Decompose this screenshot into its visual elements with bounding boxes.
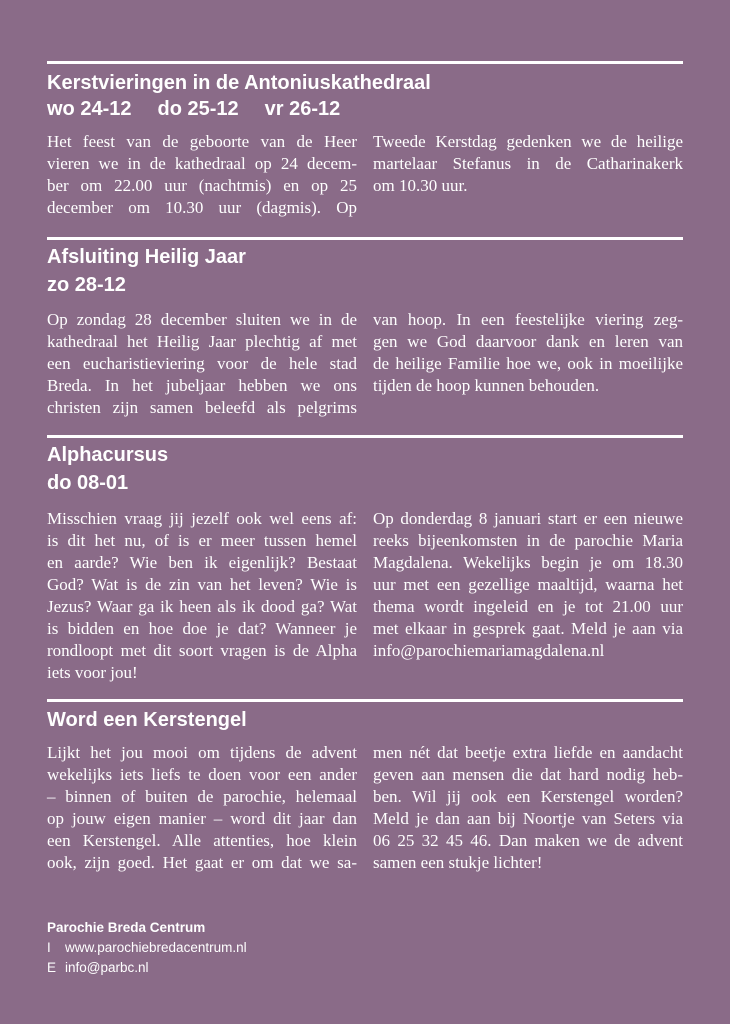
text-line: kathedraal het Heilig Jaar plechtig af met — [47, 332, 357, 351]
text-line: God? Wat is de zin van het leven? Wie is — [47, 575, 357, 594]
website-link[interactable]: www.parochiebredacentrum.nl — [65, 940, 247, 955]
body-left — [47, 309, 357, 419]
text-line: de heilige Familie hoe we, ook in moeilijke — [373, 354, 683, 373]
section-title: Alphacursus — [47, 444, 169, 466]
text-line: christen zijn samen beleefd als pelgrims — [47, 398, 357, 417]
text-line: Magdalena. Wekelijks begin je om 18.30 — [373, 553, 683, 572]
date-vr: vr 26-12 — [264, 98, 341, 120]
text-line: wekelijks iets liefs te doen voor een ander — [47, 765, 357, 784]
text-line: ben. Wil jij ook een Kerstengel worden? — [373, 787, 683, 806]
text-line: is bidden en hoe doe je dat? Wanneer je — [47, 619, 357, 638]
body-right — [373, 742, 683, 874]
text-line: – binnen of buiten de parochie, helemaal — [47, 787, 357, 806]
text-line: Het feest van de geboorte van de Heer — [47, 132, 357, 151]
body-left — [47, 742, 357, 874]
text-line: Op zondag 28 december sluiten we in de — [47, 310, 357, 329]
organization-name: Parochie Breda Centrum — [47, 920, 206, 935]
text-line: rondloopt met dit soort vragen is de Alpha — [47, 641, 357, 660]
text-line: december om 10.30 uur (dagmis). Op — [47, 198, 357, 217]
text-line: samen een stukje lichter! — [373, 853, 543, 872]
text-line: iets voor jou! — [47, 663, 138, 682]
text-line: tijden de hoop kunnen behouden. — [373, 376, 600, 395]
text-line: Lijkt het jou mooi om tijdens de advent — [47, 743, 357, 762]
text-line: geven aan mensen die dat hard nodig heb- — [373, 765, 683, 784]
text-line: martelaar Stefanus in de Catharinakerk — [373, 154, 683, 173]
text-line: uur met een gezellige maaltijd, waarna het — [373, 575, 683, 594]
section-dates — [47, 470, 154, 496]
text-line: vieren we in de kathedraal op 24 decem- — [47, 154, 357, 173]
body-right — [373, 309, 683, 397]
text-line: ook, zijn goed. Het gaat er om dat we sa- — [47, 853, 357, 872]
body-left — [47, 131, 357, 219]
section-title: Word een Kerstengel — [47, 709, 247, 731]
text-line: Tweede Kerstdag gedenken we de heilige — [373, 132, 683, 151]
text-line: om 10.30 uur. — [373, 176, 468, 195]
text-line: met elkaar in gesprek gaat. Meld je aan via — [373, 619, 683, 638]
text-line: ber om 22.00 uur (nachtmis) en op 25 — [47, 176, 357, 195]
section-dates — [47, 96, 366, 122]
text-line: Breda. In het jubeljaar hebben we ons — [47, 376, 357, 395]
text-line: van hoop. In een feestelijke viering zeg- — [373, 310, 683, 329]
section-divider — [47, 61, 683, 64]
date-do: do 08-01 — [47, 472, 129, 494]
date-do: do 25-12 — [157, 98, 239, 120]
body-right — [373, 508, 683, 662]
text-line: Op donderdag 8 januari start er een nieuwe — [373, 509, 683, 528]
date-wo: wo 24-12 — [47, 98, 132, 120]
section-title: Kerstvieringen in de Antoniuskathedraal — [47, 72, 431, 94]
email-link[interactable]: info@parochiemariamagdalena.nl — [373, 641, 605, 660]
text-line: thema wordt ingeleid en je tot 21.00 uur — [373, 597, 683, 616]
text-line: een Kerstengel. Alle attenties, hoe klein — [47, 831, 357, 850]
text-line: reeks bijeenkomsten in de parochie Maria — [373, 531, 683, 550]
date-zo: zo 28-12 — [47, 274, 126, 296]
text-line: men nét dat beetje extra liefde en aandacht — [373, 743, 683, 762]
email-line — [47, 958, 247, 978]
web-label: I — [47, 940, 51, 955]
section-divider — [47, 435, 683, 438]
text-line: Misschien vraag jij jezelf ook wel eens af: — [47, 509, 357, 528]
section-title: Afsluiting Heilig Jaar — [47, 246, 246, 268]
text-line: 06 25 32 45 46. Dan maken we de advent — [373, 831, 683, 850]
text-line: een eucharistieviering voor de hele stad — [47, 354, 357, 373]
text-line: is dit het nu, of is er meer tussen hemel — [47, 531, 357, 550]
email-label: E — [47, 960, 57, 975]
text-line: op jouw eigen manier – word dit jaar dan — [47, 809, 357, 828]
section-divider — [47, 237, 683, 240]
body-left — [47, 508, 357, 684]
text-line: gen we God daarvoor dank en leren van — [373, 332, 683, 351]
text-line: Meld je dan aan bij Noortje van Seters via — [373, 809, 683, 828]
text-line: en aarde? Wie ben ik eigenlijk? Bestaat — [47, 553, 357, 572]
email-link[interactable]: info@parbc.nl — [65, 960, 149, 975]
section-divider — [47, 699, 683, 702]
website-line — [47, 938, 247, 958]
section-dates — [47, 272, 152, 298]
footer — [47, 918, 247, 978]
text-line: Jezus? Waar ga ik heen als ik dood ga? Wat — [47, 597, 357, 616]
body-right — [373, 131, 683, 197]
